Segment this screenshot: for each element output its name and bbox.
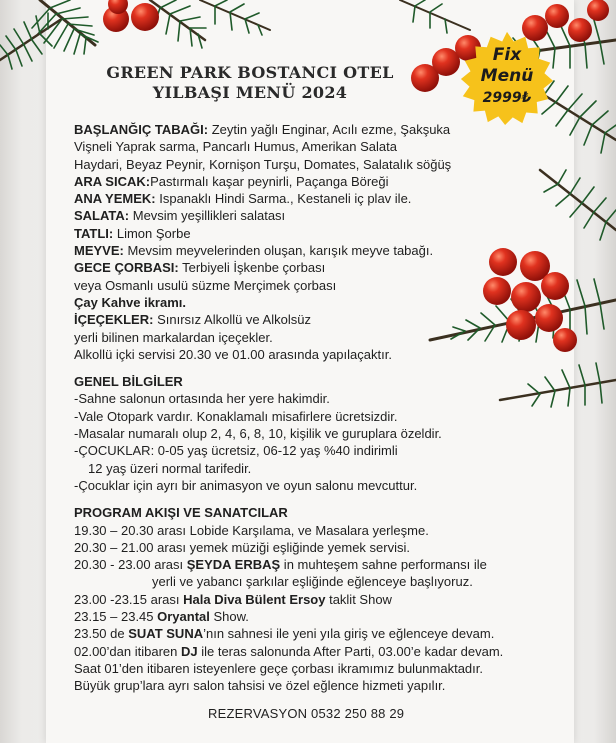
icecek-text: Sınırsız Alkollü ve Alkolsüz <box>153 312 311 328</box>
ara-label: ARA SICAK: <box>74 173 151 189</box>
genel-heading: GENEL BİLGİLER <box>74 374 183 390</box>
tatli-label: TATLI: <box>74 225 114 241</box>
program-text: ’nın sahnesi ile yeni yıla giriş ve eğlenceye devam. <box>203 626 495 642</box>
page-subtitle: YILBAŞI MENÜ 2024 <box>152 83 348 102</box>
menu-line <box>74 207 504 224</box>
program-heading: PROGRAM AKIŞI VE SANATCILAR <box>74 505 288 521</box>
menu-line <box>74 259 504 276</box>
salata-label: SALATA: <box>74 208 130 224</box>
program-text: 23.00 -23.15 arası <box>74 591 184 607</box>
program-text: taklit Show <box>325 591 392 607</box>
menu-line <box>74 190 504 207</box>
program-text: in muhteşem sahne performansı ile <box>280 557 487 573</box>
ana-text: Ispanaklı Hindi Sarma., Kestaneli iç plav ile. <box>155 191 412 207</box>
badge-menu: Menü <box>480 66 534 86</box>
artist-suat: SUAT SUNA <box>128 626 204 642</box>
reservation-phone: REZERVASYON 0532 250 88 29 <box>208 706 405 721</box>
menu-line <box>74 121 504 138</box>
genel-item: -Çocuklar için ayrı bir animasyon ve oyun salonu mevcuttur. <box>74 477 418 493</box>
badge-fix: Fix <box>492 45 522 65</box>
meyve-text: Mevsim meyvelerinden oluşan, karışık meyve tabağı. <box>123 243 434 259</box>
menu-line <box>74 173 504 190</box>
program-line: 20.30 – 21.00 arası yemek müziği eşliğinde yemek servisi. <box>74 539 410 555</box>
program-text: Show. <box>209 609 249 625</box>
genel-item: -Sahne salonun ortasında her yere hakimdir. <box>74 391 330 407</box>
ara-text: Pastırmalı kaşar peynirli, Paçanga Böreği <box>150 173 389 189</box>
icecek-label: İÇEÇEKLER: <box>74 312 154 328</box>
program-line <box>74 591 504 608</box>
program-line: Saat 01’den itibaren isteyenlere geçe çorbası ikramımız bulunmaktadır. <box>74 660 483 676</box>
artist-bulent: Hala Diva Bülent Ersoy <box>183 591 326 607</box>
salata-text: Mevsim yeşillikleri salatası <box>129 208 286 224</box>
meyve-label: MEYVE: <box>74 243 124 259</box>
program-text: ile teras salonunda After Parti, 03.00’e kadar devam. <box>197 643 504 659</box>
program-line <box>74 556 504 573</box>
program-line <box>74 643 504 660</box>
tatli-text: Limon Şorbe <box>113 225 191 241</box>
artist-seyda: ŞEYDA ERBAŞ <box>186 557 281 573</box>
program-text: 20.30 - 23.00 arası <box>74 557 187 573</box>
dj: DJ <box>180 643 198 659</box>
program-line: Büyük grup’lara ayrı salon tahsisi ve özel eğlence hizmeti yapılır. <box>74 678 446 694</box>
cay-line: Çay Kahve ikramı. <box>74 294 187 310</box>
baslangic-label: BAŞLANĞIÇ TABAĞI: <box>74 122 209 137</box>
menu-content <box>74 121 504 695</box>
menu-line: yerli bilinen markalardan içeçekler. <box>74 329 273 345</box>
gece-text: Terbiyeli İşkenbe çorbası <box>178 260 326 276</box>
menu-line: Alkollü içki servisi 20.30 ve 01.00 arasında yapılaçaktır. <box>74 346 392 362</box>
page-title: GREEN PARK BOSTANCI OTEL <box>106 63 394 82</box>
genel-item: -ÇOCUKLAR: 0-05 yaş ücretsiz, 06-12 yaş %40 indirimli <box>74 443 398 459</box>
gece-label: GECE ÇORBASI: <box>74 260 179 276</box>
baslangic-text: Zeytin yağlı Enginar, Acılı ezme, Şakşuka <box>208 122 451 137</box>
genel-item: 12 yaş üzeri normal tarifedir. <box>88 460 252 476</box>
genel-item: -Masalar numaralı olup 2, 4, 6, 8, 10, kişilik ve guruplara özeldir. <box>74 426 442 442</box>
program-line <box>74 608 504 625</box>
program-line: 19.30 – 20.30 arası Lobide Karşılama, ve Masalara yerleşme. <box>74 522 429 538</box>
program-line: yerli ve yabancı şarkılar eşliğinde eğlenceye başlıyoruz. <box>152 574 473 590</box>
genel-item: -Vale Otopark vardır. Konaklamalı misafirlere ücretsizdir. <box>74 408 398 424</box>
menu-line <box>74 242 504 259</box>
menu-line: veya Osmanlı usulü süzme Merçimek çorbası <box>74 277 337 293</box>
menu-line: Vişneli Yaprak sarma, Pancarlı Humus, Amerikan Salata <box>74 139 397 155</box>
menu-line <box>74 225 504 242</box>
badge-price: 2999₺ <box>482 90 532 106</box>
menu-line: Haydari, Beyaz Peynir, Kornişon Turşu, Domates, Salatalık söğüş <box>74 156 452 172</box>
program-text: 02.00’dan itibaren <box>74 643 181 659</box>
program-text: 23.50 de <box>74 626 129 642</box>
program-text: 23.15 – 23.45 <box>74 609 158 625</box>
program-line <box>74 625 504 642</box>
oryantal: Oryantal <box>157 609 210 625</box>
ana-label: ANA YEMEK: <box>74 191 156 207</box>
menu-line <box>74 311 504 328</box>
